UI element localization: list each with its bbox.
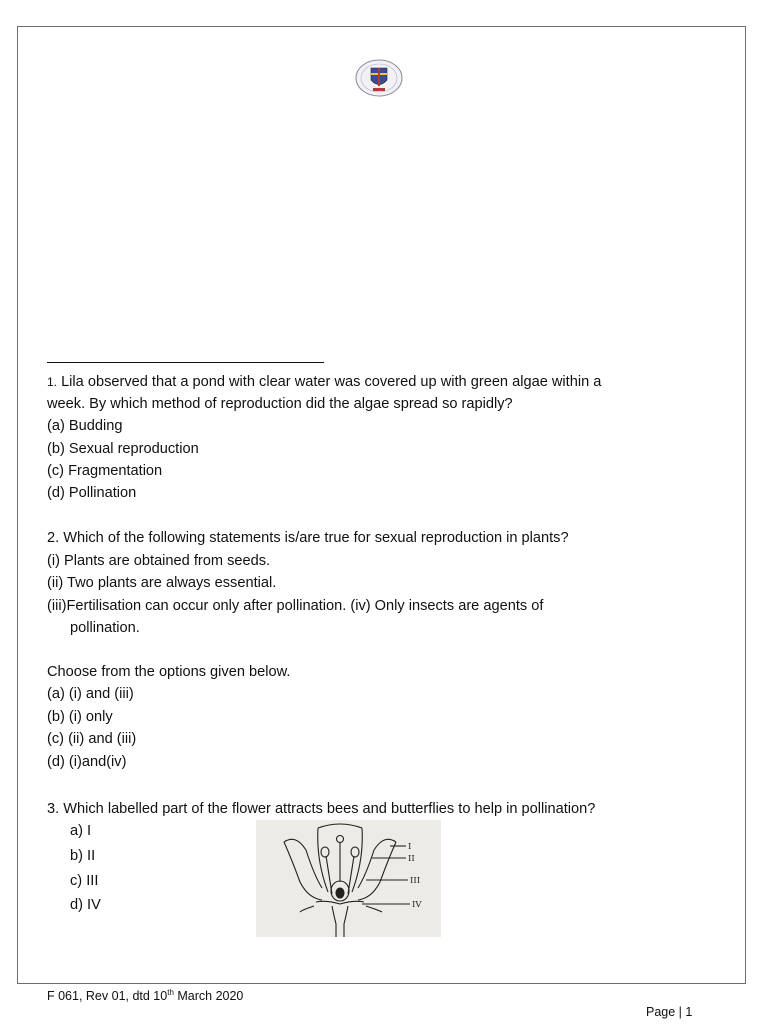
page-number: Page | 1 bbox=[646, 1005, 693, 1019]
q2-statement-iii: (iii)Fertilisation can occur only after pollination. (iv) Only insects are agents of bbox=[47, 598, 544, 614]
flower-diagram bbox=[256, 820, 441, 937]
q2-continuation: pollination. bbox=[70, 620, 140, 636]
flower-label-4: IV bbox=[412, 900, 422, 910]
form-reference: F 061, Rev 01, dtd 10th March 2020 bbox=[47, 988, 244, 1004]
q1-number: 1. bbox=[47, 375, 58, 389]
q2-stem: 2. Which of the following statements is/are true for sexual reproduction in plants? bbox=[47, 530, 569, 546]
flower-label-1: I bbox=[408, 842, 412, 852]
school-crest-icon bbox=[354, 58, 404, 98]
flower-label-3: III bbox=[410, 876, 421, 886]
q3-stem: 3. Which labelled part of the flower attracts bees and butterflies to help in pollination? bbox=[47, 801, 596, 817]
q1-option-c: (c) Fragmentation bbox=[47, 463, 163, 479]
q2-option-d: (d) (i)and(iv) bbox=[47, 754, 127, 770]
q1-line-1: 1. Lila observed that a pond with clear water was covered up with green algae within a bbox=[47, 374, 602, 390]
q2-option-b: (b) (i) only bbox=[47, 709, 113, 725]
q1-line-2: week. By which method of reproduction did the algae spread so rapidly? bbox=[47, 396, 513, 412]
q1-option-b: (b) Sexual reproduction bbox=[47, 441, 199, 457]
q2-option-a: (a) (i) and (iii) bbox=[47, 686, 134, 702]
q2-statement-ii: (ii) Two plants are always essential. bbox=[47, 575, 277, 591]
q3-option-a: a) I bbox=[70, 823, 92, 839]
q3-option-b: b) II bbox=[70, 848, 96, 864]
q3-option-c: c) III bbox=[70, 873, 99, 889]
flower-label-2: II bbox=[408, 854, 415, 864]
q2-statement-i: (i) Plants are obtained from seeds. bbox=[47, 553, 271, 569]
separator-line bbox=[47, 362, 324, 363]
q1-option-d: (d) Pollination bbox=[47, 485, 137, 501]
q1-option-a: (a) Budding bbox=[47, 418, 123, 434]
q3-option-d: d) IV bbox=[70, 897, 101, 913]
q2-option-c: (c) (ii) and (iii) bbox=[47, 731, 137, 747]
q2-choose-text: Choose from the options given below. bbox=[47, 664, 291, 680]
